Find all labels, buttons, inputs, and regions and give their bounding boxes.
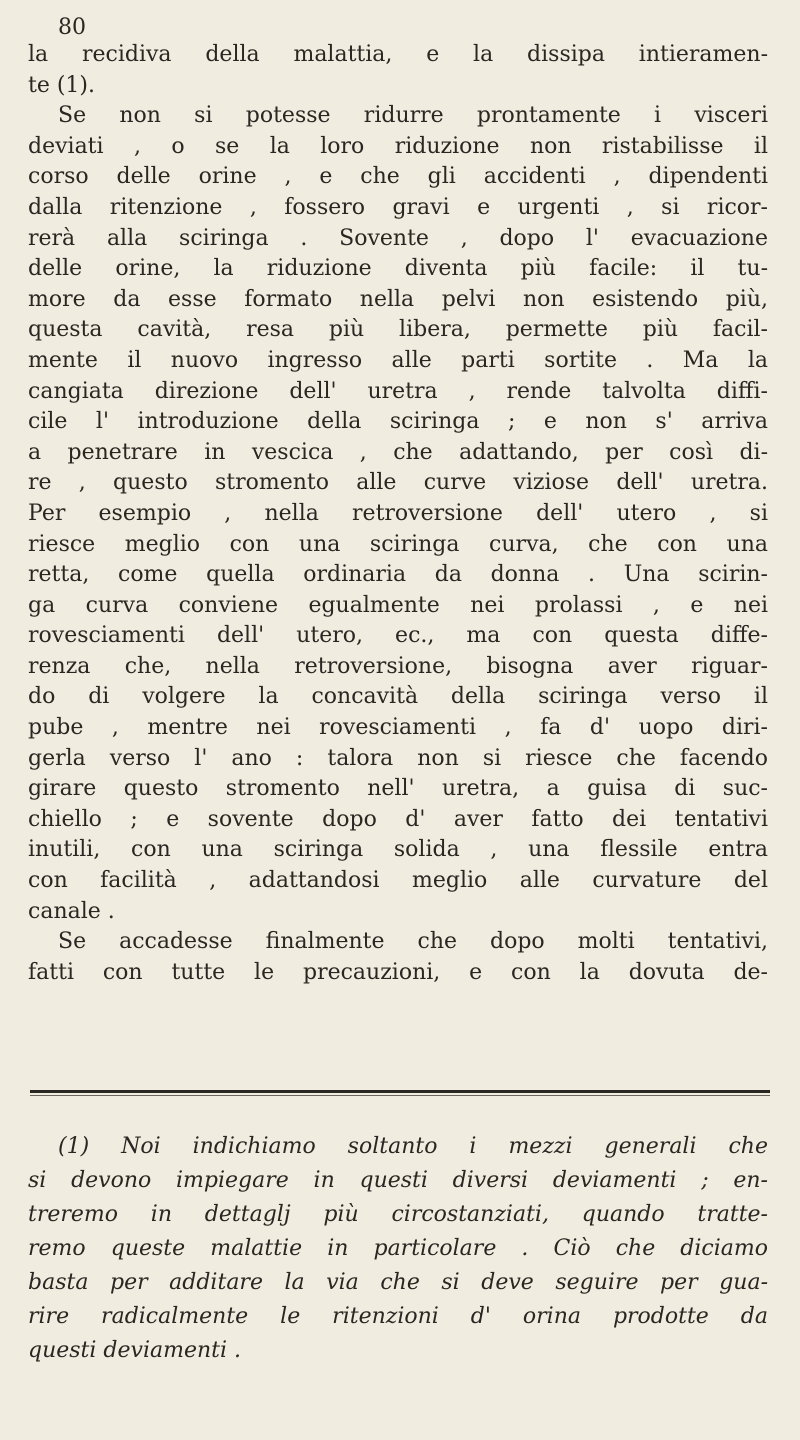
text-line: pube , mentre nei rovesciamenti , fa d' uopo diri- (28, 715, 768, 741)
text-line: do di volgere la concavità della sciringa verso il (28, 684, 768, 710)
text-line: canale . (28, 898, 115, 924)
footnote-divider (30, 1090, 770, 1093)
footnote-line: si devono impiegare in questi diversi deviamenti ; en- (28, 1168, 768, 1193)
footnote-line: remo queste malattie in particolare . Ciò che diciamo (28, 1236, 768, 1261)
text-line: re , questo stromento alle curve viziose dell' uretra. (28, 470, 768, 496)
footnote-line: questi deviamenti . (28, 1338, 242, 1363)
text-line: dalla ritenzione , fossero gravi e urgenti , si ricor- (28, 194, 768, 220)
text-line: Se accadesse finalmente che dopo molti tentativi, (58, 929, 768, 955)
footnote-line: (1) Noi indichiamo soltanto i mezzi generali che (58, 1134, 768, 1159)
text-line: corso delle orine , e che gli accidenti , dipendenti (28, 164, 768, 190)
text-line: cile l' introduzione della sciringa ; e non s' arriva (28, 409, 768, 435)
footnote (28, 1130, 768, 1368)
main-text (28, 40, 768, 988)
text-line: inutili, con una sciringa solida , una flessile entra (28, 837, 768, 863)
text-line: rerà alla sciringa . Sovente , dopo l' evacuazione (28, 225, 768, 251)
text-line: con facilità , adattandosi meglio alle curvature del (28, 868, 768, 894)
text-line: renza che, nella retroversione, bisogna aver riguar- (28, 653, 768, 679)
footnote-line: basta per additare la via che si deve seguire per gua- (28, 1270, 768, 1295)
text-line: gerla verso l' ano : talora non si riesce che facendo (28, 745, 768, 771)
page-number: 80 (58, 15, 86, 40)
text-line: fatti con tutte le precauzioni, e con la dovuta de- (28, 959, 768, 985)
footnote-divider-thin (30, 1095, 770, 1096)
text-line: ga curva conviene egualmente nei prolassi , e nei (28, 592, 768, 618)
text-line: retta, come quella ordinaria da donna . Una scirin- (28, 562, 768, 588)
text-line: la recidiva della malattia, e la dissipa intieramen- (28, 42, 768, 67)
text-line: a penetrare in vescica , che adattando, per così di- (28, 439, 768, 465)
text-line: Se non si potesse ridurre prontamente i visceri (58, 103, 768, 129)
text-line: Per esempio , nella retroversione dell' utero , si (28, 500, 768, 526)
text-line: rovesciamenti dell' utero, ec., ma con questa diffe- (28, 623, 768, 649)
text-line: cangiata direzione dell' uretra , rende talvolta diffi- (28, 378, 768, 404)
text-line: chiello ; e sovente dopo d' aver fatto dei tentativi (28, 806, 768, 832)
text-line: delle orine, la riduzione diventa più facile: il tu- (28, 256, 768, 282)
text-line: girare questo stromento nell' uretra, a guisa di suc- (28, 776, 768, 802)
text-line: riesce meglio con una sciringa curva, che con una (28, 531, 768, 557)
footnote-line: treremo in dettaglj più circostanziati, quando tratte- (28, 1202, 768, 1227)
text-line: te (1). (28, 72, 96, 98)
text-line: deviati , o se la loro riduzione non ristabilisse il (28, 133, 768, 159)
text-line: mente il nuovo ingresso alle parti sortite . Ma la (28, 347, 768, 373)
text-line: questa cavità, resa più libera, permette più facil- (28, 317, 768, 343)
text-line: more da esse formato nella pelvi non esistendo più, (28, 286, 768, 312)
footnote-line: rire radicalmente le ritenzioni d' orina prodotte da (28, 1304, 768, 1329)
